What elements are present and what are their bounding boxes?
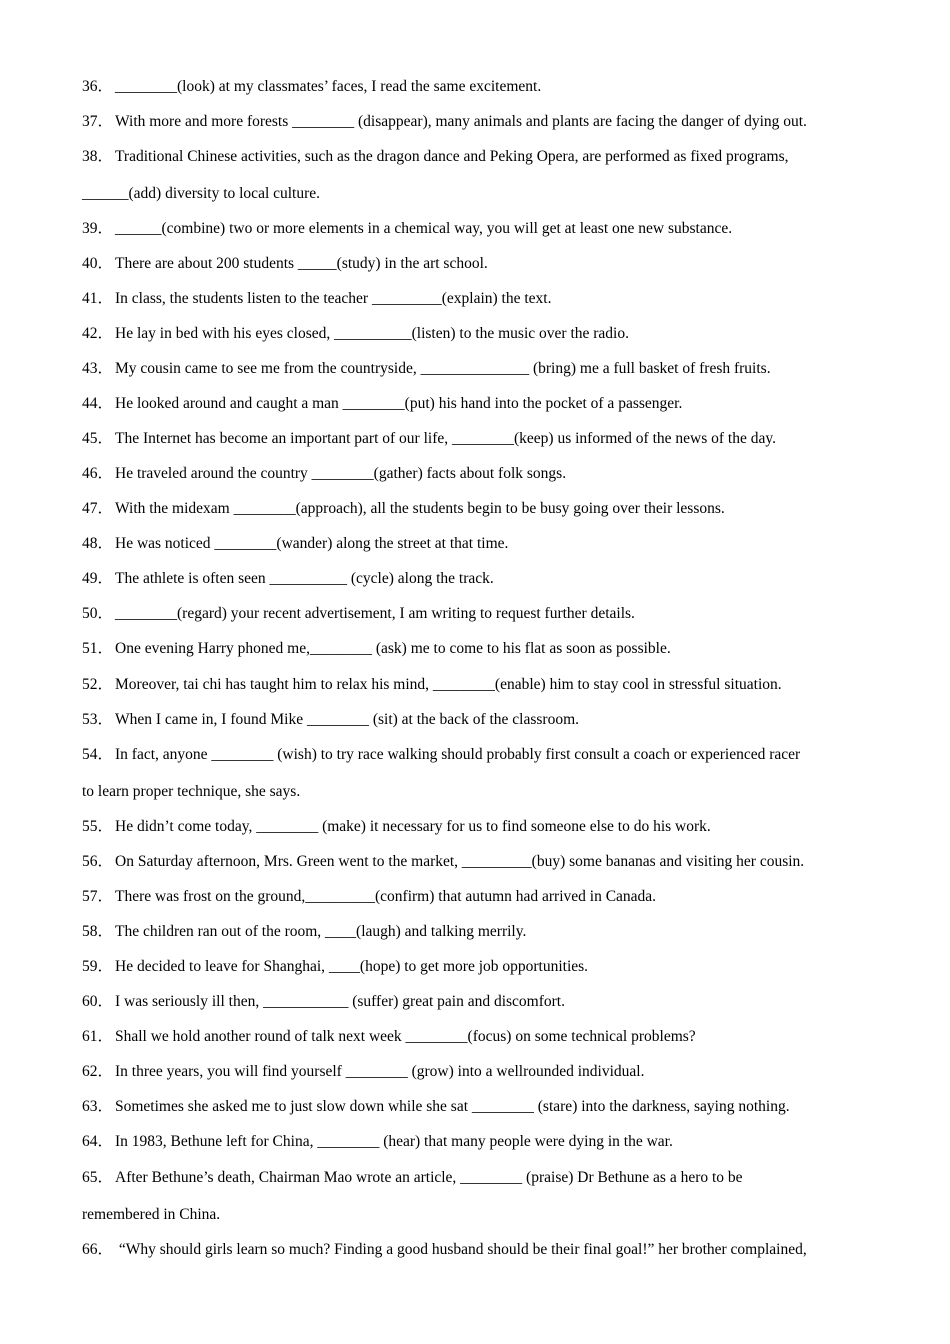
question-number: 48． — [82, 535, 114, 552]
question-65 — [82, 1168, 882, 1188]
question-text: Moreover, tai chi has taught him to relax his mind, ________(enable) him to stay cool in stressful situation. — [115, 676, 782, 693]
question-48 — [82, 534, 882, 554]
question-text: “Why should girls learn so much? Finding a good husband should be their final goal!” her brother complained, — [115, 1241, 807, 1258]
question-number: 40． — [82, 255, 114, 272]
question-37 — [82, 112, 882, 132]
question-text: ________(regard) your recent advertisement, I am writing to request further details. — [115, 605, 635, 622]
question-39 — [82, 219, 882, 239]
question-text: Traditional Chinese activities, such as the dragon dance and Peking Opera, are performed as fixed programs, — [115, 148, 789, 165]
question-text: Sometimes she asked me to just slow down while she sat ________ (stare) into the darkness, saying nothing. — [115, 1098, 790, 1115]
question-64 — [82, 1132, 882, 1152]
question-38 — [82, 147, 882, 167]
question-number: 66． — [82, 1241, 114, 1258]
question-number: 54． — [82, 746, 114, 763]
question-text: He lay in bed with his eyes closed, __________(listen) to the music over the radio. — [115, 325, 629, 342]
question-number: 58． — [82, 923, 114, 940]
question-36 — [82, 77, 882, 97]
question-43 — [82, 359, 882, 379]
question-41 — [82, 289, 882, 309]
question-text: The children ran out of the room, ____(laugh) and talking merrily. — [115, 923, 527, 940]
question-number: 65． — [82, 1169, 114, 1186]
question-42 — [82, 324, 882, 344]
question-number: 63． — [82, 1098, 114, 1115]
question-49 — [82, 569, 882, 589]
question-62 — [82, 1062, 882, 1082]
question-number: 60． — [82, 993, 114, 1010]
question-number: 52． — [82, 676, 114, 693]
question-text: With more and more forests ________ (disappear), many animals and plants are facing the danger of dying out. — [115, 113, 807, 130]
question-number: 42． — [82, 325, 114, 342]
question-text: With the midexam ________(approach), all the students begin to be busy going over their lessons. — [115, 500, 725, 517]
question-text: In 1983, Bethune left for China, ________ (hear) that many people were dying in the war. — [115, 1133, 673, 1150]
question-number: 37． — [82, 113, 114, 130]
question-text: In three years, you will find yourself ________ (grow) into a wellrounded individual. — [115, 1063, 645, 1080]
question-50 — [82, 604, 882, 624]
question-text: He looked around and caught a man ________(put) his hand into the pocket of a passenger. — [115, 395, 683, 412]
question-54 — [82, 745, 882, 765]
question-57 — [82, 887, 882, 907]
question-text: Shall we hold another round of talk next week ________(focus) on some technical problems? — [115, 1028, 696, 1045]
question-60 — [82, 992, 882, 1012]
question-number: 47． — [82, 500, 114, 517]
question-number: 55． — [82, 818, 114, 835]
question-number: 39． — [82, 220, 114, 237]
question-number: 38． — [82, 148, 114, 165]
question-number: 49． — [82, 570, 114, 587]
question-text: One evening Harry phoned me,________ (ask) me to come to his flat as soon as possible. — [115, 640, 671, 657]
question-text: ______(combine) two or more elements in a chemical way, you will get at least one new substance. — [115, 220, 733, 237]
question-text: On Saturday afternoon, Mrs. Green went to the market, _________(buy) some bananas and visiting her cousin. — [115, 853, 805, 870]
question-52 — [82, 675, 882, 695]
question-number: 59． — [82, 958, 114, 975]
question-text: My cousin came to see me from the countryside, ______________ (bring) me a full basket of fresh fruits. — [115, 360, 771, 377]
question-51 — [82, 639, 882, 659]
question-44 — [82, 394, 882, 414]
question-text: When I came in, I found Mike ________ (sit) at the back of the classroom. — [115, 711, 580, 728]
question-number: 53． — [82, 711, 114, 728]
question-number: 62． — [82, 1063, 114, 1080]
question-number: 44． — [82, 395, 114, 412]
question-54-continuation: to learn proper technique, she says. — [82, 783, 301, 800]
question-63 — [82, 1097, 882, 1117]
question-61 — [82, 1027, 882, 1047]
question-46 — [82, 464, 882, 484]
question-56 — [82, 852, 882, 872]
question-number: 51． — [82, 640, 114, 657]
question-66 — [82, 1240, 882, 1260]
question-text: I was seriously ill then, ___________ (suffer) great pain and discomfort. — [115, 993, 565, 1010]
question-text: There was frost on the ground,_________(confirm) that autumn had arrived in Canada. — [115, 888, 657, 905]
question-53 — [82, 710, 882, 730]
question-47 — [82, 499, 882, 519]
question-text: In class, the students listen to the teacher _________(explain) the text. — [115, 290, 552, 307]
question-text: The Internet has become an important part of our life, ________(keep) us informed of the news of the day. — [115, 430, 776, 447]
question-59 — [82, 957, 882, 977]
question-text: He decided to leave for Shanghai, ____(hope) to get more job opportunities. — [115, 958, 589, 975]
question-text: After Bethune’s death, Chairman Mao wrote an article, ________ (praise) Dr Bethune as a hero to be — [115, 1169, 743, 1186]
question-number: 56． — [82, 853, 114, 870]
question-58 — [82, 922, 882, 942]
question-number: 61． — [82, 1028, 114, 1045]
question-number: 64． — [82, 1133, 114, 1150]
question-number: 36． — [82, 78, 114, 95]
question-65-continuation: remembered in China. — [82, 1206, 221, 1223]
question-number: 50． — [82, 605, 114, 622]
question-number: 57． — [82, 888, 114, 905]
question-38-continuation: ______(add) diversity to local culture. — [82, 185, 321, 202]
question-number: 46． — [82, 465, 114, 482]
question-text: He was noticed ________(wander) along the street at that time. — [115, 535, 509, 552]
question-55 — [82, 817, 882, 837]
question-45 — [82, 429, 882, 449]
question-text: There are about 200 students _____(study) in the art school. — [115, 255, 488, 272]
question-text: He traveled around the country ________(gather) facts about folk songs. — [115, 465, 567, 482]
question-text: He didn’t come today, ________ (make) it necessary for us to find someone else to do his work. — [115, 818, 711, 835]
question-number: 41． — [82, 290, 114, 307]
question-text: ________(look) at my classmates’ faces, I read the same excitement. — [115, 78, 542, 95]
question-text: The athlete is often seen __________ (cycle) along the track. — [115, 570, 494, 587]
question-number: 45． — [82, 430, 114, 447]
question-text: In fact, anyone ________ (wish) to try race walking should probably first consult a coach or experienced racer — [115, 746, 801, 763]
question-number: 43． — [82, 360, 114, 377]
question-40 — [82, 254, 882, 274]
